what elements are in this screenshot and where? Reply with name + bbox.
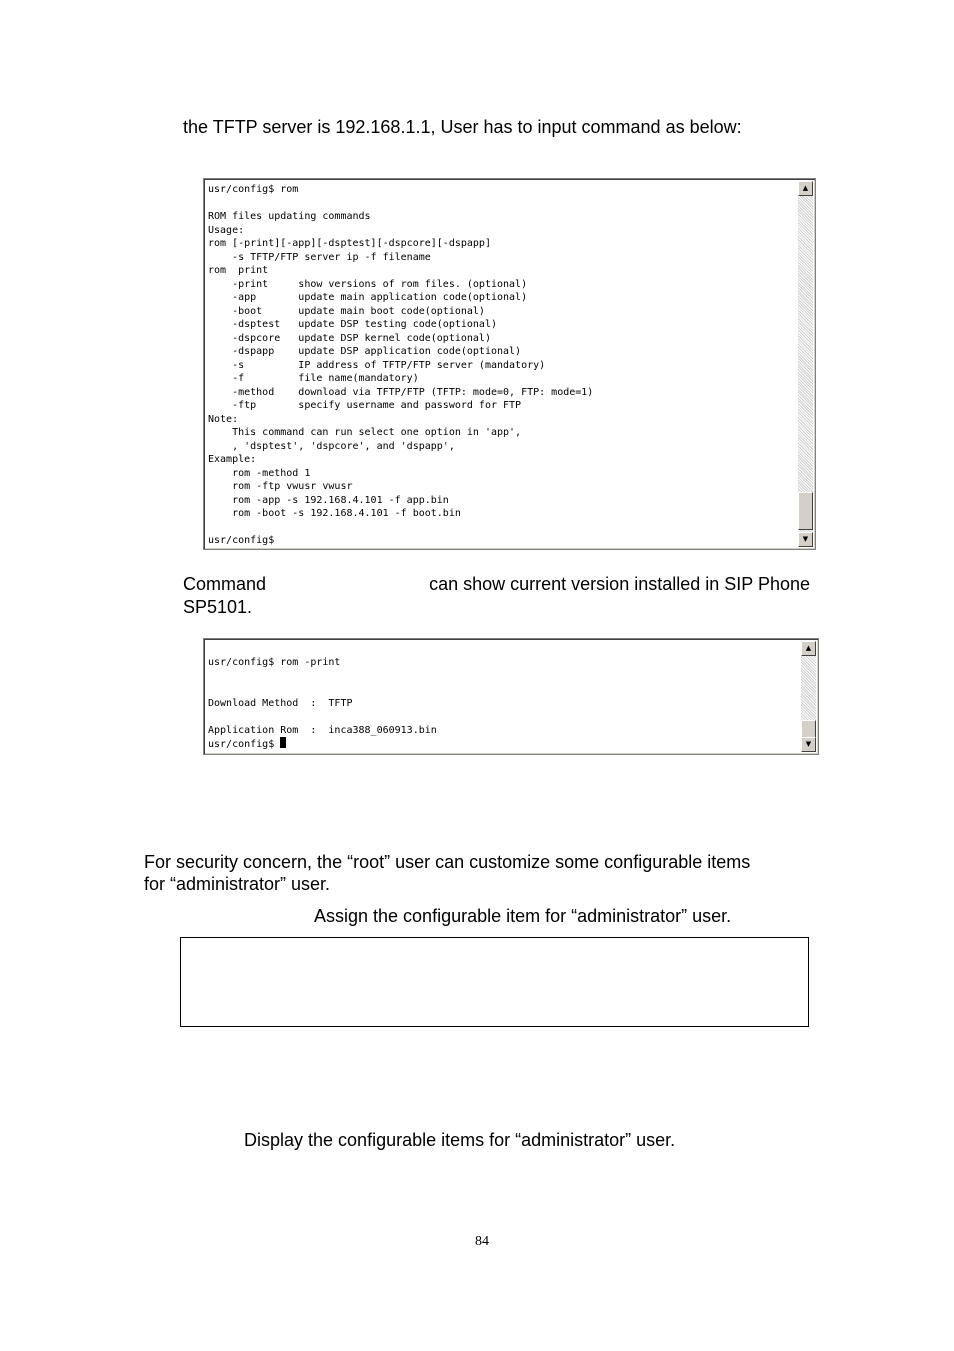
terminal-line: -s TFTP/FTP server ip -f filename (208, 251, 431, 263)
terminal-line: rom -ftp vwusr vwusr (208, 481, 353, 492)
scroll-up-arrow-icon[interactable]: ▲ (801, 641, 816, 656)
terminal-line: Usage: (208, 224, 245, 236)
scrollbar-thumb[interactable] (798, 492, 813, 530)
security-text-line1: For security concern, the “root” user can customize some configurable items (144, 852, 751, 872)
scroll-down-arrow-icon[interactable]: ▼ (798, 532, 813, 547)
scrollbar-thumb[interactable] (801, 720, 816, 738)
terminal-line: -app update main application code(optional) (208, 292, 528, 303)
terminal-line: -dsptest update DSP testing code(optional) (208, 319, 497, 330)
terminal-window-rom-print[interactable] (203, 638, 819, 755)
terminal-line: This command can run select one option in 'app', (208, 427, 522, 438)
terminal-line: ROM files updating commands (208, 211, 371, 222)
terminal-line: Example: (208, 454, 257, 465)
terminal-line: , 'dsptest', 'dspcore', and 'dspapp', (208, 440, 455, 452)
terminal-line: Application Rom : inca388_060913.bin (208, 724, 437, 736)
terminal-window-rom[interactable] (203, 178, 816, 550)
terminal-line: -ftp specify username and password for FTP (208, 400, 522, 411)
security-text-line2: for “administrator” user. (144, 874, 331, 894)
empty-command-box (180, 937, 809, 1027)
terminal-line: -method download via TFTP/FTP (TFTP: mode=0, FTP: mode=1) (208, 386, 594, 398)
vertical-scrollbar[interactable] (798, 181, 813, 547)
terminal-line: -f file name(mandatory) (208, 373, 419, 384)
prompt-text: usr/config$ (208, 739, 281, 750)
command-word: Command (183, 574, 267, 594)
terminal-line: rom -boot -s 192.168.4.101 -f boot.bin (208, 508, 461, 519)
terminal-line: Note: (208, 413, 239, 425)
terminal-line: rom print (208, 265, 269, 276)
command-description-line2: SP5101. (183, 597, 253, 617)
vertical-scrollbar[interactable] (801, 641, 816, 752)
page-number: 84 (475, 1234, 489, 1249)
terminal-line: -dspapp update DSP application code(optional) (208, 346, 522, 357)
terminal-line: -s IP address of TFTP/FTP server (mandatory) (208, 359, 546, 371)
terminal-line: -boot update main boot code(optional) (208, 305, 485, 317)
terminal-line: -dspcore update DSP kernel code(optional) (208, 332, 491, 344)
command-description: can show current version installed in SIP Phone (429, 574, 810, 594)
terminal-line: -print show versions of rom files. (optional) (208, 278, 528, 290)
display-text: Display the configurable items for “administrator” user. (244, 1130, 676, 1150)
terminal-line: Download Method : TFTP (208, 697, 353, 709)
intro-text: the TFTP server is 192.168.1.1, User has to input command as below: (183, 117, 742, 137)
terminal-line: usr/config$ (208, 535, 275, 546)
terminal-line: rom -app -s 192.168.4.101 -f app.bin (208, 494, 449, 506)
terminal-line: usr/config$ rom -print (208, 657, 341, 668)
terminal-output (208, 183, 593, 548)
terminal-line: rom -method 1 (208, 467, 311, 479)
text-cursor (280, 737, 286, 748)
terminal-output (208, 656, 437, 737)
scroll-down-arrow-icon[interactable]: ▼ (801, 737, 816, 752)
terminal-line: rom [-print][-app][-dsptest][-dspcore][-dspapp] (208, 238, 491, 249)
scroll-up-arrow-icon[interactable]: ▲ (798, 181, 813, 196)
terminal-prompt[interactable] (208, 737, 286, 752)
terminal-line: usr/config$ rom (208, 184, 299, 195)
assign-text: Assign the configurable item for “administrator” user. (314, 906, 732, 926)
